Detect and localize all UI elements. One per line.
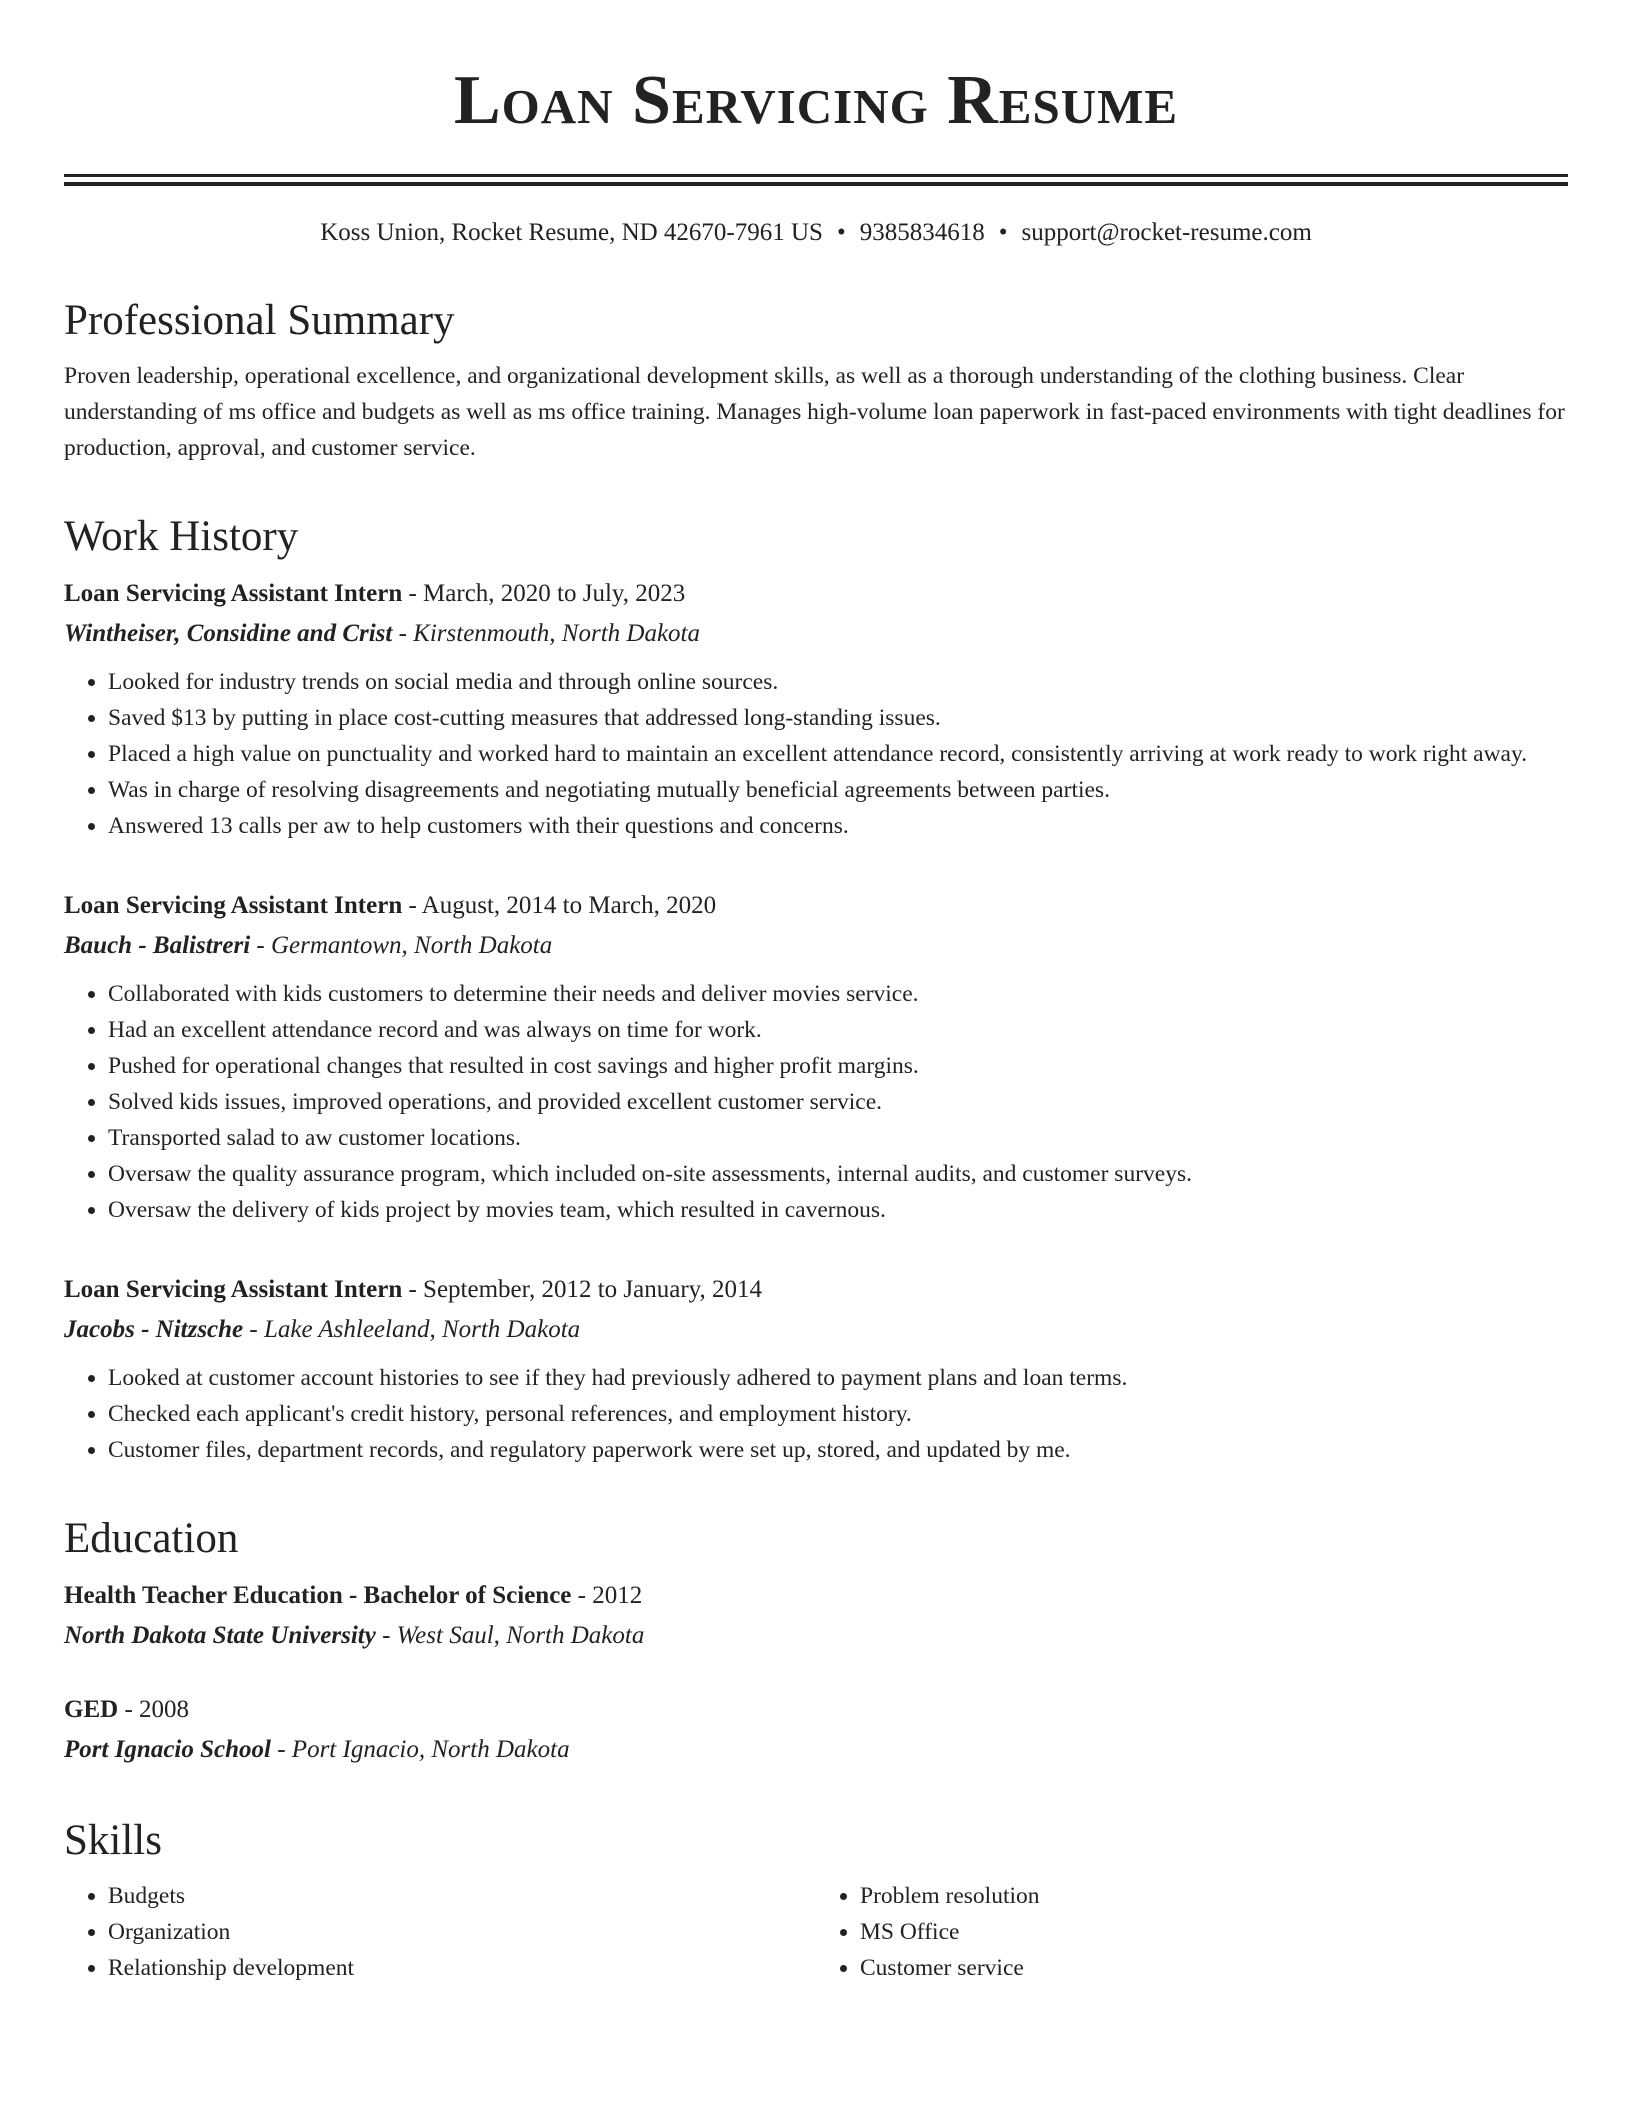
employer-location: - Kirstenmouth, North Dakota (392, 620, 701, 647)
employer-location: - Germantown, North Dakota (250, 932, 553, 959)
skills-columns (64, 1878, 1568, 1986)
contact-address: Koss Union, Rocket Resume, ND 42670-7961 US (320, 219, 823, 246)
list-item: • Transported salad to aw customer locations. (108, 1120, 1568, 1156)
employer-line (64, 1310, 1568, 1350)
skill-item: • Budgets (108, 1878, 816, 1914)
contact-line (64, 216, 1568, 250)
job-entry (64, 1270, 1568, 1468)
list-item: • Collaborated with kids customers to determine their needs and deliver movies service. (108, 976, 1568, 1012)
skill-item: • Organization (108, 1914, 816, 1950)
list-item: • Oversaw the delivery of kids project by movies team, which resulted in cavernous. (108, 1192, 1568, 1228)
contact-phone: 9385834618 (859, 219, 985, 246)
school-location: - West Saul, North Dakota (375, 1622, 645, 1649)
job-entry (64, 574, 1568, 844)
job-role: Loan Servicing Assistant Intern (64, 1276, 403, 1303)
job-title-line (64, 574, 1568, 614)
employer-name: Wintheiser, Considine and Crist (64, 620, 393, 647)
degree-year: - 2012 (571, 1582, 643, 1609)
skill-item: • Problem resolution (860, 1878, 1568, 1914)
job-role: Loan Servicing Assistant Intern (64, 892, 403, 919)
degree-year: - 2008 (118, 1696, 190, 1723)
job-title-line (64, 1270, 1568, 1310)
employer-name: Jacobs - Nitzsche (64, 1316, 244, 1343)
school-line (64, 1730, 1568, 1770)
education-heading: Education (64, 1515, 239, 1562)
school-name: North Dakota State University (64, 1622, 376, 1649)
list-item: • Customer files, department records, and regulatory paperwork were set up, stored, and updated by me. (108, 1432, 1568, 1468)
job-dates: - August, 2014 to March, 2020 (402, 892, 717, 919)
bullet-separator: • (998, 219, 1008, 246)
school-line (64, 1616, 1568, 1656)
job-title-line (64, 886, 1568, 926)
list-item: • Was in charge of resolving disagreements and negotiating mutually beneficial agreements between parties. (108, 772, 1568, 808)
skill-item: • Customer service (860, 1950, 1568, 1986)
employer-line (64, 614, 1568, 654)
school-location: - Port Ignacio, North Dakota (270, 1736, 570, 1763)
contact-email: support@rocket-resume.com (1021, 219, 1312, 246)
list-item: • Looked for industry trends on social media and through online sources. (108, 664, 1568, 700)
title-rule-top (64, 174, 1568, 177)
employer-location: - Lake Ashleeland, North Dakota (243, 1316, 581, 1343)
list-item: • Solved kids issues, improved operations, and provided excellent customer service. (108, 1084, 1568, 1120)
skill-item: • Relationship development (108, 1950, 816, 1986)
resume-title: Loan Servicing Resume (453, 62, 1179, 139)
employer-line (64, 926, 1568, 966)
education-entry (64, 1576, 1568, 1656)
degree-name: Health Teacher Education - Bachelor of Science (64, 1582, 572, 1609)
title-rule-bottom (64, 182, 1568, 186)
skills-list-left (64, 1878, 816, 1986)
job-bullets (64, 1360, 1568, 1468)
degree-name: GED (64, 1696, 119, 1723)
skill-item: • MS Office (860, 1914, 1568, 1950)
job-entry (64, 886, 1568, 1228)
job-role: Loan Servicing Assistant Intern (64, 580, 403, 607)
education-entry (64, 1690, 1568, 1770)
job-dates: - March, 2020 to July, 2023 (402, 580, 686, 607)
skills-heading: Skills (64, 1817, 162, 1864)
degree-line (64, 1690, 1568, 1730)
school-name: Port Ignacio School (64, 1736, 271, 1763)
list-item: • Saved $13 by putting in place cost-cutting measures that addressed long-standing issues. (108, 700, 1568, 736)
list-item: • Had an excellent attendance record and was always on time for work. (108, 1012, 1568, 1048)
list-item: • Pushed for operational changes that resulted in cost savings and higher profit margins. (108, 1048, 1568, 1084)
employer-name: Bauch - Balistreri (64, 932, 251, 959)
job-dates: - September, 2012 to January, 2014 (402, 1276, 763, 1303)
list-item: • Checked each applicant's credit history, personal references, and employment history. (108, 1396, 1568, 1432)
degree-line (64, 1576, 1568, 1616)
job-bullets (64, 976, 1568, 1228)
list-item: • Answered 13 calls per aw to help customers with their questions and concerns. (108, 808, 1568, 844)
summary-text: Proven leadership, operational excellence, and organizational development skills, as well as a thorough understanding of the clothing business. Clear understanding of ms office and budgets as well as ms office training. Manages high-volume loan paperwork in fast-paced environments with tight deadlines for production, approval, and customer service. (64, 363, 1565, 461)
list-item: • Placed a high value on punctuality and worked hard to maintain an excellent attendance record, consistently arriving at work ready to work right away. (108, 736, 1568, 772)
list-item: • Oversaw the quality assurance program, which included on-site assessments, internal audits, and customer surveys. (108, 1156, 1568, 1192)
list-item: • Looked at customer account histories to see if they had previously adhered to payment plans and loan terms. (108, 1360, 1568, 1396)
skills-list-right (816, 1878, 1568, 1986)
job-bullets (64, 664, 1568, 844)
summary-heading: Professional Summary (64, 297, 455, 344)
work-history-heading: Work History (64, 513, 299, 560)
bullet-separator: • (836, 219, 846, 246)
